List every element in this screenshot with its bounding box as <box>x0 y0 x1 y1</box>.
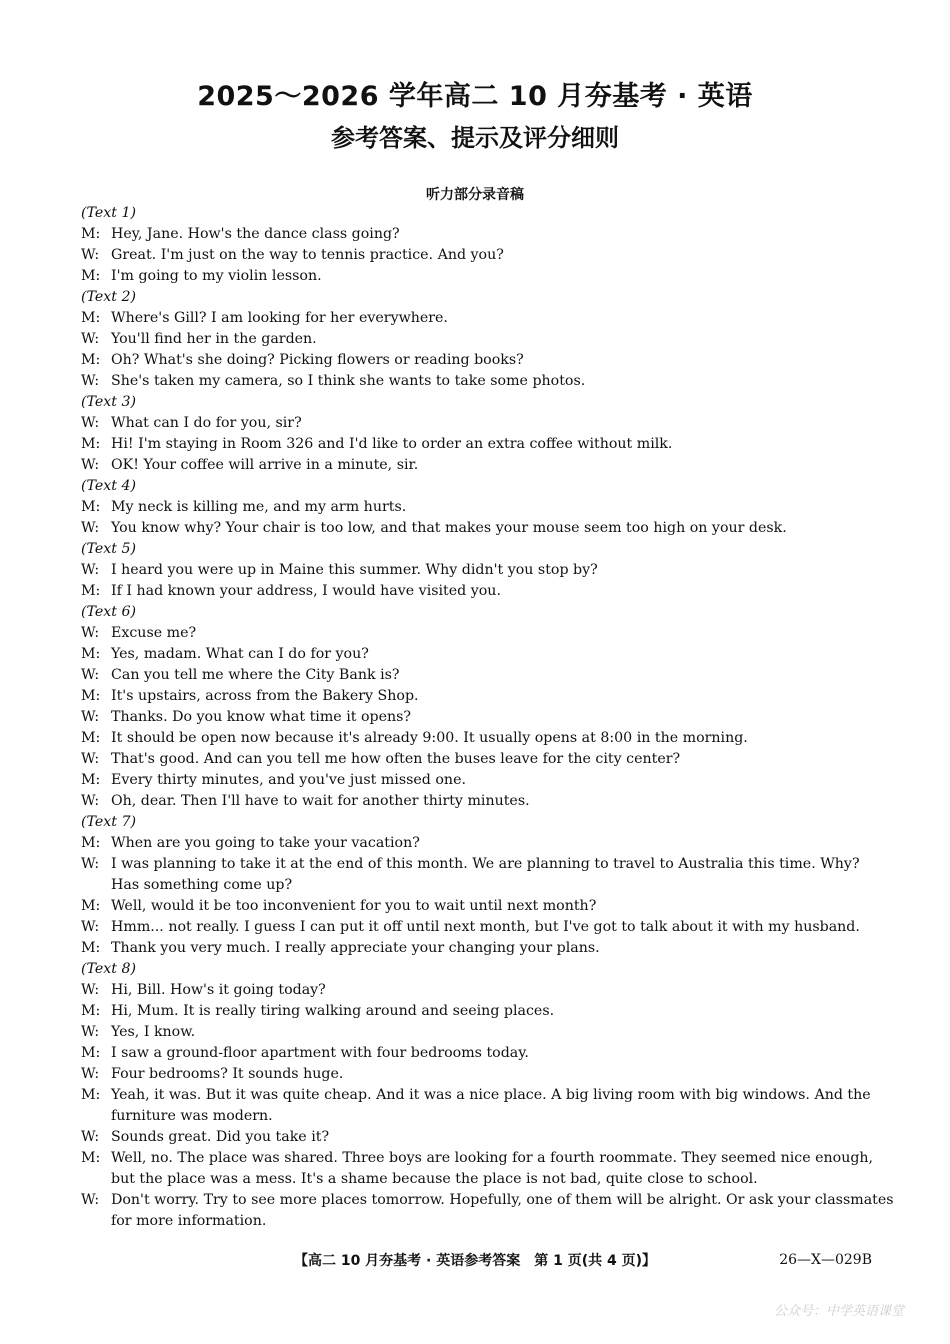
dialogue-line <box>81 854 881 875</box>
speaker-label: W: <box>81 562 100 578</box>
dialogue-text: Yes, madam. What can I do for you? <box>111 646 369 662</box>
speaker-label: M: <box>81 436 101 452</box>
dialogue-text: Oh? What's she doing? Picking flowers or reading books? <box>111 352 524 368</box>
speaker-label: M: <box>81 688 101 704</box>
dialogue-text: Well, would it be too inconvenient for you to wait until next month? <box>111 898 597 914</box>
watermark: 公众号：中学英语课堂 <box>773 1304 904 1319</box>
text-marker: (Text 8) <box>81 961 137 977</box>
speaker-label: M: <box>81 1003 101 1019</box>
page-title: 2025～2026 学年高二 10 月夯基考 · 英语 <box>197 81 753 112</box>
dialogue-text: Oh, dear. Then I'll have to wait for another thirty minutes. <box>111 793 530 809</box>
dialogue-text: Four bedrooms? It sounds huge. <box>111 1066 344 1082</box>
dialogue-line <box>81 518 881 539</box>
dialogue-text: What can I do for you, sir? <box>111 415 302 431</box>
dialogue-line <box>81 1022 881 1043</box>
dialogue-text: Yeah, it was. But it was quite cheap. And it was a nice place. A big living room with big windows. And the <box>111 1087 871 1103</box>
page-subtitle: 参考答案、提示及评分细则 <box>331 124 619 152</box>
dialogue-text: I saw a ground-floor apartment with four bedrooms today. <box>111 1045 529 1061</box>
text-marker: (Text 7) <box>81 814 137 830</box>
dialogue-text: My neck is killing me, and my arm hurts. <box>111 499 407 515</box>
dialogue-text: If I had known your address, I would have visited you. <box>111 583 501 599</box>
dialogue-line <box>81 1085 881 1106</box>
dialogue-text: Where's Gill? I am looking for her everywhere. <box>111 310 448 326</box>
dialogue-text: Hi! I'm staying in Room 326 and I'd like to order an extra coffee without milk. <box>111 436 673 452</box>
dialogue-text: Don't worry. Try to see more places tomorrow. Hopefully, one of them will be alright. Or ask your classmates <box>111 1192 894 1208</box>
text-marker: (Text 5) <box>81 541 137 557</box>
dialogue-text: Great. I'm just on the way to tennis practice. And you? <box>111 247 504 263</box>
speaker-label: M: <box>81 226 101 242</box>
speaker-label: M: <box>81 1045 101 1061</box>
dialogue-continuation: for more information. <box>111 1213 267 1229</box>
speaker-label: M: <box>81 646 101 662</box>
speaker-label: W: <box>81 751 100 767</box>
dialogue-text: Hi, Bill. How's it going today? <box>111 982 326 998</box>
text-marker: (Text 4) <box>81 478 137 494</box>
speaker-label: W: <box>81 373 100 389</box>
dialogue-line <box>81 1001 881 1022</box>
speaker-label: W: <box>81 1192 100 1208</box>
listening-transcript <box>81 203 894 1232</box>
dialogue-line <box>81 1190 894 1211</box>
dialogue-text: Thanks. Do you know what time it opens? <box>111 709 411 725</box>
dialogue-text: That's good. And can you tell me how often the buses leave for the city center? <box>111 751 681 767</box>
speaker-label: W: <box>81 982 100 998</box>
page-footer: 【高二 10 月夯基考 · 英语参考答案 第 1 页(共 4 页)】 <box>293 1253 657 1269</box>
speaker-label: W: <box>81 247 100 263</box>
speaker-label: W: <box>81 1129 100 1145</box>
dialogue-line <box>81 224 881 245</box>
dialogue-text: I was planning to take it at the end of this month. We are planning to travel to Australia this time. Why? <box>111 856 860 872</box>
dialogue-continuation: Has something come up? <box>111 877 293 893</box>
dialogue-continuation: but the place was a mess. It's a shame because the place is not bad, quite close to school. <box>111 1171 758 1187</box>
dialogue-line <box>81 791 881 812</box>
document-code: 26—X—029B <box>779 1252 872 1268</box>
speaker-label: M: <box>81 352 101 368</box>
speaker-label: M: <box>81 730 101 746</box>
dialogue-line <box>81 686 881 707</box>
dialogue-text: You'll find her in the garden. <box>111 331 317 347</box>
speaker-label: W: <box>81 625 100 641</box>
dialogue-line <box>81 938 881 959</box>
dialogue-line <box>81 1148 881 1169</box>
speaker-label: M: <box>81 940 101 956</box>
speaker-label: M: <box>81 898 101 914</box>
dialogue-text: Every thirty minutes, and you've just missed one. <box>111 772 466 788</box>
dialogue-line <box>81 749 881 770</box>
speaker-label: W: <box>81 415 100 431</box>
speaker-label: W: <box>81 667 100 683</box>
dialogue-line <box>81 707 881 728</box>
dialogue-line <box>81 350 881 371</box>
dialogue-text: Well, no. The place was shared. Three boys are looking for a fourth roommate. They seemed nice enough, <box>111 1150 874 1166</box>
dialogue-line <box>81 644 881 665</box>
dialogue-text: Thank you very much. I really appreciate your changing your plans. <box>111 940 600 956</box>
dialogue-text: Yes, I know. <box>111 1024 196 1040</box>
speaker-label: M: <box>81 835 101 851</box>
dialogue-line <box>81 308 881 329</box>
dialogue-text: Hi, Mum. It is really tiring walking around and seeing places. <box>111 1003 555 1019</box>
dialogue-line <box>81 497 881 518</box>
dialogue-continuation: furniture was modern. <box>111 1108 273 1124</box>
dialogue-line <box>81 896 881 917</box>
dialogue-text: I'm going to my violin lesson. <box>111 268 322 284</box>
speaker-label: W: <box>81 793 100 809</box>
dialogue-line <box>81 665 881 686</box>
speaker-label: M: <box>81 583 101 599</box>
dialogue-text: Excuse me? <box>111 625 197 641</box>
dialogue-line <box>81 917 881 938</box>
speaker-label: W: <box>81 709 100 725</box>
speaker-label: M: <box>81 499 101 515</box>
dialogue-line <box>81 371 881 392</box>
speaker-label: M: <box>81 1150 101 1166</box>
dialogue-text: She's taken my camera, so I think she wants to take some photos. <box>111 373 586 389</box>
speaker-label: W: <box>81 919 100 935</box>
speaker-label: M: <box>81 772 101 788</box>
dialogue-line <box>81 1127 881 1148</box>
dialogue-line <box>81 770 881 791</box>
text-marker: (Text 1) <box>81 205 137 221</box>
dialogue-text: Sounds great. Did you take it? <box>111 1129 330 1145</box>
dialogue-text: It should be open now because it's already 9:00. It usually opens at 8:00 in the morning. <box>111 730 748 746</box>
dialogue-line <box>81 329 881 350</box>
dialogue-text: OK! Your coffee will arrive in a minute, sir. <box>111 457 419 473</box>
section-heading: 听力部分录音稿 <box>426 187 524 203</box>
dialogue-line <box>81 266 881 287</box>
dialogue-text: Can you tell me where the City Bank is? <box>111 667 400 683</box>
dialogue-text: When are you going to take your vacation? <box>111 835 420 851</box>
speaker-label: W: <box>81 856 100 872</box>
dialogue-line <box>81 455 881 476</box>
text-marker: (Text 6) <box>81 604 137 620</box>
dialogue-text: It's upstairs, across from the Bakery Shop. <box>111 688 419 704</box>
dialogue-line <box>81 245 881 266</box>
dialogue-line <box>81 833 881 854</box>
dialogue-line <box>81 413 881 434</box>
dialogue-text: Hey, Jane. How's the dance class going? <box>111 226 400 242</box>
speaker-label: W: <box>81 457 100 473</box>
dialogue-text: I heard you were up in Maine this summer. Why didn't you stop by? <box>111 562 598 578</box>
dialogue-text: Hmm... not really. I guess I can put it off until next month, but I've got to talk about it with my husband. <box>111 919 860 935</box>
speaker-label: M: <box>81 310 101 326</box>
speaker-label: W: <box>81 1024 100 1040</box>
speaker-label: M: <box>81 268 101 284</box>
dialogue-line <box>81 623 881 644</box>
dialogue-text: You know why? Your chair is too low, and that makes your mouse seem too high on your desk. <box>111 520 787 536</box>
speaker-label: W: <box>81 331 100 347</box>
dialogue-line <box>81 728 881 749</box>
dialogue-line <box>81 1064 881 1085</box>
dialogue-line <box>81 434 881 455</box>
text-marker: (Text 2) <box>81 289 137 305</box>
dialogue-line <box>81 1043 881 1064</box>
speaker-label: W: <box>81 1066 100 1082</box>
dialogue-line <box>81 560 881 581</box>
text-marker: (Text 3) <box>81 394 137 410</box>
speaker-label: M: <box>81 1087 101 1103</box>
dialogue-line <box>81 980 881 1001</box>
dialogue-line <box>81 581 881 602</box>
speaker-label: W: <box>81 520 100 536</box>
